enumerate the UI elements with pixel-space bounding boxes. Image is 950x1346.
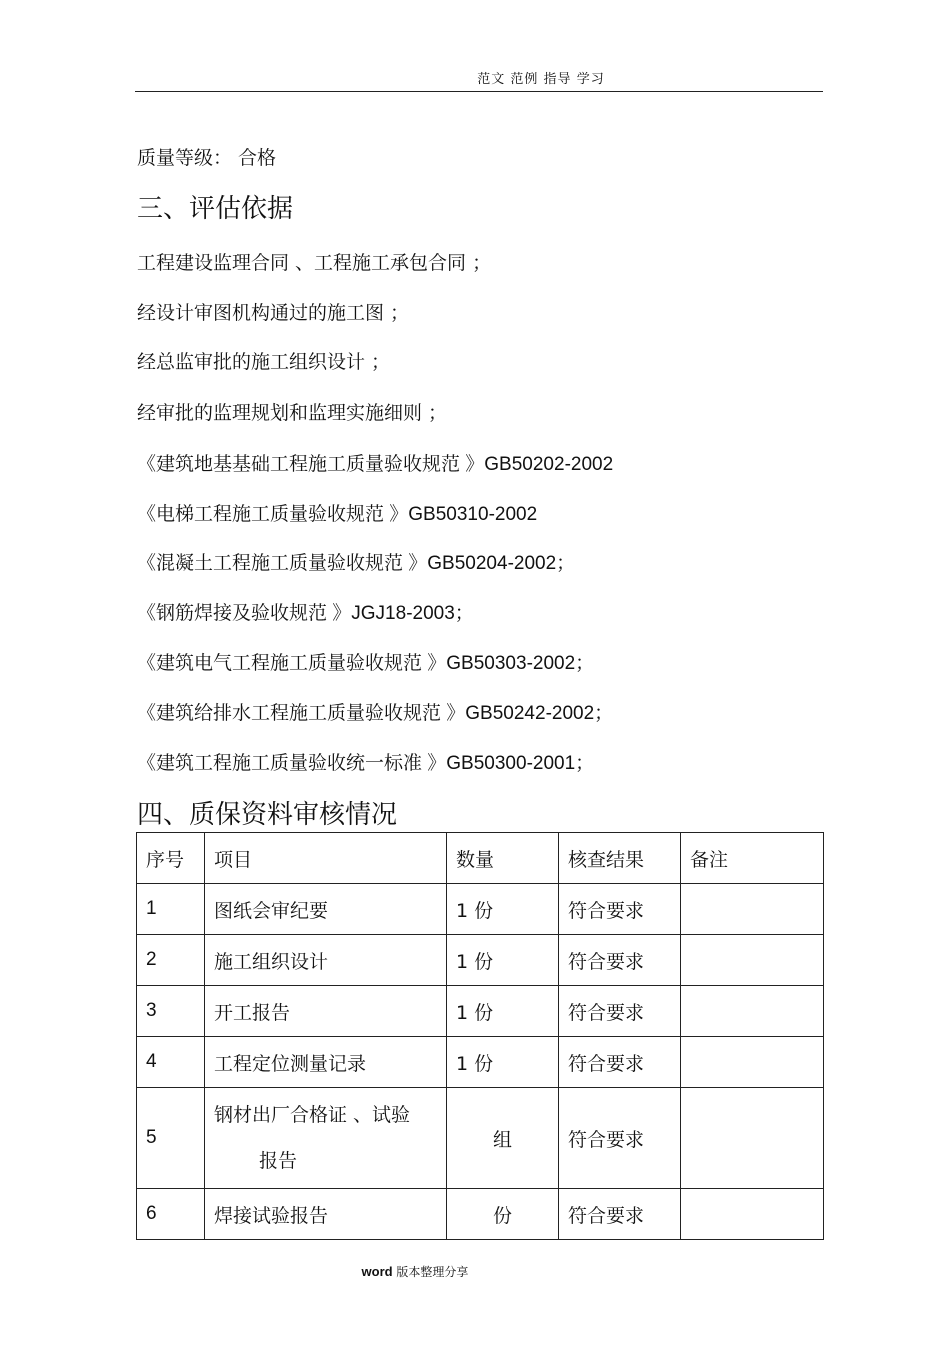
section-3-title: 三、评估依据	[137, 194, 294, 224]
table-row	[137, 884, 824, 935]
table-row	[137, 1088, 824, 1189]
cell-item-line2: 报告	[259, 1150, 298, 1172]
cell-item-line1: 钢材出厂合格证 、试验	[214, 1104, 411, 1126]
cell-qty: 1 份	[447, 986, 559, 1037]
footer-word: word	[361, 1264, 393, 1279]
cell-result: 符合要求	[559, 1037, 681, 1088]
cell-result: 符合要求	[559, 1189, 681, 1240]
col-header-item: 项目	[205, 833, 447, 884]
qa-review-table	[136, 832, 824, 1240]
cell-result: 符合要求	[559, 884, 681, 935]
cell-no: 6	[137, 1189, 205, 1240]
basis-line: 工程建设监理合同 、工程施工承包合同 ；	[137, 252, 492, 274]
standard-line: 《建筑给排水工程施工质量验收规范 》GB50242-2002；	[137, 703, 614, 724]
col-header-qty: 数量	[447, 833, 559, 884]
quality-grade: 质量等级： 合格	[137, 147, 277, 169]
cell-note	[681, 935, 824, 986]
page-footer	[0, 1263, 830, 1280]
cell-result: 符合要求	[559, 1088, 681, 1189]
standard-line: 《建筑地基基础工程施工质量验收规范 》GB50202-2002	[137, 454, 614, 475]
col-header-note: 备注	[681, 833, 824, 884]
cell-qty: 组	[447, 1088, 559, 1189]
cell-no: 4	[137, 1037, 205, 1088]
cell-item: 开工报告	[205, 986, 447, 1037]
standard-line: 《电梯工程施工质量验收规范 》GB50310-2002	[137, 504, 538, 525]
cell-no: 1	[137, 884, 205, 935]
cell-result: 符合要求	[559, 986, 681, 1037]
table-row	[137, 935, 824, 986]
cell-item: 焊接试验报告	[205, 1189, 447, 1240]
cell-note	[681, 1037, 824, 1088]
table-row	[137, 1037, 824, 1088]
cell-qty: 1 份	[447, 935, 559, 986]
standard-line: 《建筑电气工程施工质量验收规范 》GB50303-2002；	[137, 653, 595, 674]
cell-item: 施工组织设计	[205, 935, 447, 986]
standard-line: 《钢筋焊接及验收规范 》JGJ18-2003；	[137, 603, 474, 624]
cell-qty: 1 份	[447, 884, 559, 935]
cell-qty: 1 份	[447, 1037, 559, 1088]
standard-line: 《混凝土工程施工质量验收规范 》GB50204-2002；	[137, 553, 576, 574]
cell-qty: 份	[447, 1189, 559, 1240]
page-header: 范文 范例 指导 学习	[477, 72, 605, 87]
cell-no: 3	[137, 986, 205, 1037]
basis-line: 经总监审批的施工组织设计 ；	[137, 351, 391, 373]
cell-note	[681, 1189, 824, 1240]
cell-no: 2	[137, 935, 205, 986]
section-4-title: 四、质保资料审核情况	[137, 800, 398, 830]
table-header-row	[137, 833, 824, 884]
cell-note	[681, 1088, 824, 1189]
cell-item: 图纸会审纪要	[205, 884, 447, 935]
basis-line: 经审批的监理规划和监理实施细则 ；	[137, 402, 448, 424]
table-row	[137, 986, 824, 1037]
cell-note	[681, 884, 824, 935]
basis-line: 经设计审图机构通过的施工图 ；	[137, 302, 410, 324]
col-header-result: 核查结果	[559, 833, 681, 884]
cell-note	[681, 986, 824, 1037]
cell-no: 5	[137, 1088, 205, 1189]
cell-result: 符合要求	[559, 935, 681, 986]
standard-line: 《建筑工程施工质量验收统一标准 》GB50300-2001；	[137, 753, 595, 774]
table-row	[137, 1189, 824, 1240]
col-header-no: 序号	[137, 833, 205, 884]
cell-item	[205, 1088, 447, 1189]
header-divider	[135, 91, 823, 92]
cell-item: 工程定位测量记录	[205, 1037, 447, 1088]
footer-text: 版本整理分享	[392, 1265, 469, 1279]
